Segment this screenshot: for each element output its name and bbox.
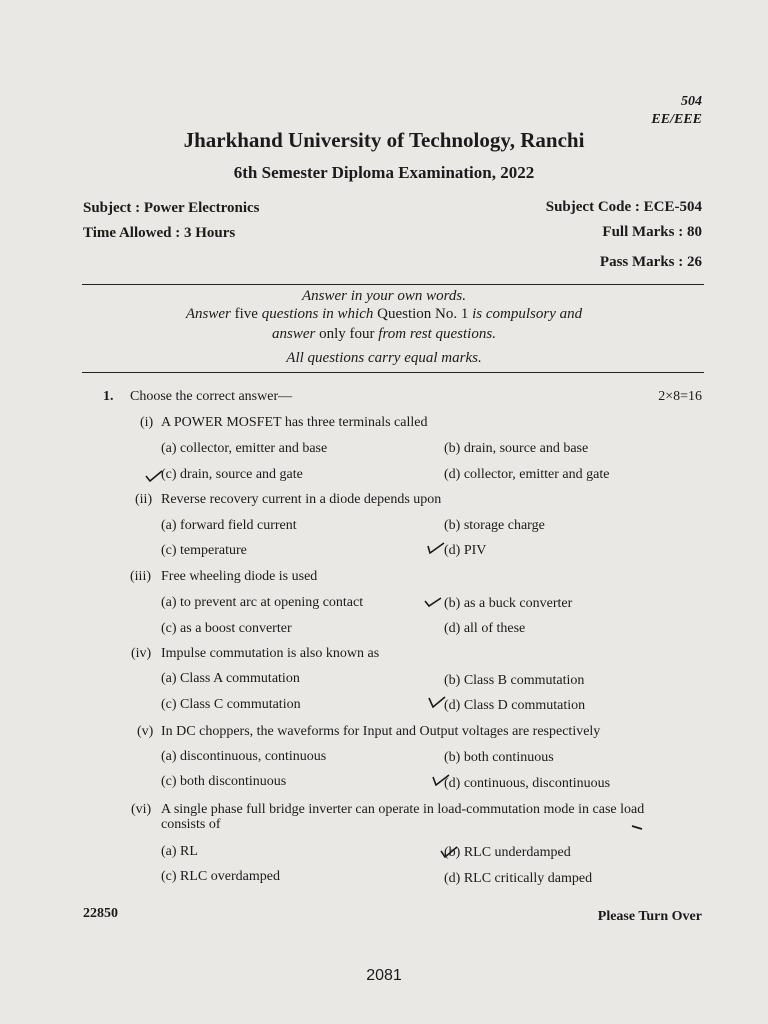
option-d: (d) all of these [444, 621, 526, 636]
subject: Subject : Power Electronics [83, 200, 260, 216]
option-a: (a) Class A commutation [161, 671, 300, 686]
turn-over-note: Please Turn Over [597, 909, 702, 924]
sub-question-text: A single phase full bridge inverter can operate in load-commutation mode in case load [161, 802, 645, 817]
option-d: (d) RLC critically damped [444, 871, 593, 886]
option-a: (a) to prevent arc at opening contact [161, 595, 364, 610]
option-c: (c) Class C commutation [161, 697, 301, 712]
question-number: 1. [103, 389, 114, 404]
handwritten-number: 2081 [366, 967, 402, 984]
option-c: (c) temperature [161, 543, 247, 558]
pen-tick-icon [145, 470, 163, 482]
pass-marks: Pass Marks : 26 [599, 254, 702, 270]
sub-question-number: (iv) [131, 646, 152, 661]
time-allowed: Time Allowed : 3 Hours [83, 225, 236, 241]
paper-code: 504 [681, 94, 702, 109]
paper-serial: 22850 [83, 906, 118, 921]
full-marks: Full Marks : 80 [602, 224, 702, 240]
branch-code: EE/EEE [651, 112, 702, 127]
instruction-line-1: Answer in your own words. [301, 288, 467, 304]
question-marks: 2×8=16 [658, 389, 702, 404]
sub-question-text: A POWER MOSFET has three terminals called [161, 415, 428, 430]
option-d: (d) PIV [444, 543, 487, 558]
pen-tick-icon [432, 774, 450, 786]
option-d: (d) collector, emitter and gate [444, 467, 610, 482]
option-b: (b) RLC underdamped [444, 845, 571, 860]
instruction-line-3: answer only four from rest questions. [272, 326, 496, 342]
option-d: (d) Class D commutation [444, 698, 586, 713]
sub-question-number: (v) [137, 724, 154, 739]
university-title: Jharkhand University of Technology, Ranchi [183, 128, 585, 152]
instruction-line-2: Answer five questions in which Question No. 1 is compulsory and [185, 306, 583, 322]
sub-question-text: Reverse recovery current in a diode depends upon [161, 492, 442, 507]
option-b: (b) both continuous [444, 750, 554, 765]
bottom-rule [82, 372, 704, 373]
option-a: (a) collector, emitter and base [161, 441, 328, 456]
option-a: (a) discontinuous, continuous [161, 749, 327, 764]
pen-dash-mark [630, 822, 648, 834]
instruction-line-4: All questions carry equal marks. [286, 350, 482, 366]
sub-question-text: Free wheeling diode is used [161, 569, 318, 584]
option-c: (c) as a boost converter [161, 621, 292, 636]
sub-question-number: (i) [140, 415, 154, 430]
sub-question-number: (ii) [135, 492, 153, 507]
sub-question-number: (iii) [130, 569, 151, 584]
sub-question-text: In DC choppers, the waveforms for Input and Output voltages are respectively [161, 724, 601, 739]
option-d: (d) continuous, discontinuous [444, 776, 611, 791]
option-b: (b) storage charge [444, 518, 545, 533]
sub-question-text-continued: consists of [161, 817, 221, 832]
sub-question-number: (vi) [131, 802, 152, 817]
sub-question-text: Impulse commutation is also known as [161, 646, 380, 661]
question-text: Choose the correct answer— [130, 389, 293, 404]
option-b: (b) Class B commutation [444, 673, 585, 688]
pen-tick-icon [424, 596, 442, 608]
top-rule [82, 284, 704, 285]
option-a: (a) forward field current [161, 518, 297, 533]
pen-tick-icon [427, 542, 445, 554]
option-b: (b) drain, source and base [444, 441, 589, 456]
option-c: (c) drain, source and gate [161, 467, 303, 482]
pen-tick-icon [440, 846, 458, 858]
option-b: (b) as a buck converter [444, 596, 573, 611]
option-c: (c) both discontinuous [161, 774, 287, 789]
exam-title: 6th Semester Diploma Examination, 2022 [233, 163, 535, 182]
pen-tick-icon [428, 696, 446, 708]
option-a: (a) RL [161, 844, 198, 859]
subject-code: Subject Code : ECE-504 [545, 199, 702, 215]
option-c: (c) RLC overdamped [161, 869, 280, 884]
